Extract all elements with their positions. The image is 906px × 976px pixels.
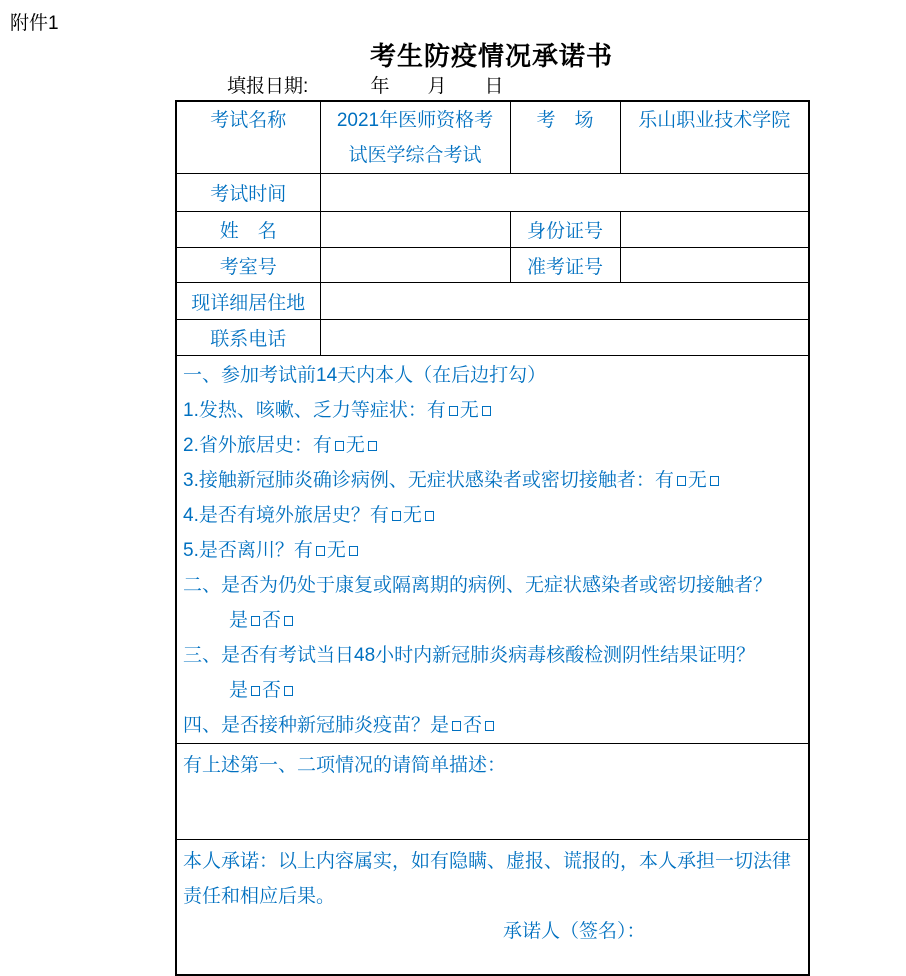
phone-label: 联系电话	[176, 320, 320, 356]
name-label: 姓 名	[176, 212, 320, 248]
checkbox-icon[interactable]	[482, 406, 491, 416]
signature-line[interactable]: 承诺人（签名）：	[503, 921, 646, 942]
commitment-form-table	[175, 100, 810, 976]
declaration-line: 四、是否接种新冠肺炎疫苗？是 否	[183, 708, 802, 743]
declaration-line: 2.省外旅居史：有 无	[183, 428, 802, 463]
checkbox-icon[interactable]	[251, 686, 260, 696]
checkbox-icon[interactable]	[425, 511, 434, 521]
residence-input-cell[interactable]	[320, 283, 809, 320]
declaration-line: 4.是否有境外旅居史？有 无	[183, 498, 802, 533]
checkbox-icon[interactable]	[251, 616, 260, 626]
table-row	[176, 744, 809, 840]
table-row	[176, 101, 809, 174]
health-declaration-cell	[176, 356, 809, 744]
checkbox-icon[interactable]	[710, 476, 719, 486]
phone-input-cell[interactable]	[320, 320, 809, 356]
exam-name-value: 2021年医师资格考试医学综合考试	[320, 101, 510, 174]
declaration-line: 三、是否有考试当日48小时内新冠肺炎病毒核酸检测阴性结果证明？	[183, 645, 756, 666]
fill-date-line: 填报日期: 年 月 日	[227, 76, 504, 97]
id-number-label: 身份证号	[510, 212, 620, 248]
id-number-input-cell[interactable]	[620, 212, 809, 248]
description-label: 有上述第一、二项情况的请简单描述：	[183, 755, 507, 776]
checkbox-icon[interactable]	[349, 546, 358, 556]
checkbox-icon[interactable]	[368, 441, 377, 451]
table-row	[176, 248, 809, 283]
table-row	[176, 212, 809, 248]
table-row	[176, 174, 809, 212]
checkbox-icon[interactable]	[677, 476, 686, 486]
declaration-answer-line: 是 否	[183, 673, 802, 708]
checkbox-icon[interactable]	[335, 441, 344, 451]
declaration-line: 5.是否离川？有 无	[183, 533, 802, 568]
table-row	[176, 840, 809, 976]
checkbox-icon[interactable]	[284, 616, 293, 626]
page-title: 考生防疫情况承诺书	[369, 41, 613, 71]
residence-label: 现详细居住地	[176, 283, 320, 320]
exam-name-label: 考试名称	[176, 101, 320, 174]
promise-cell	[176, 840, 809, 976]
checkbox-icon[interactable]	[449, 406, 458, 416]
declaration-line: 3.接触新冠肺炎确诊病例、无症状感染者或密切接触者：有 无	[183, 463, 802, 498]
table-row	[176, 283, 809, 320]
declaration-answer-line: 是 否	[183, 603, 802, 638]
venue-value: 乐山职业技术学院	[620, 101, 809, 174]
table-row	[176, 320, 809, 356]
checkbox-icon[interactable]	[316, 546, 325, 556]
exam-time-input-cell[interactable]	[320, 174, 809, 212]
exam-room-label: 考室号	[176, 248, 320, 283]
checkbox-icon[interactable]	[284, 686, 293, 696]
attachment-label: 附件1	[10, 13, 59, 34]
checkbox-icon[interactable]	[452, 721, 461, 731]
name-input-cell[interactable]	[320, 212, 510, 248]
exam-room-input-cell[interactable]	[320, 248, 510, 283]
checkbox-icon[interactable]	[485, 721, 494, 731]
description-cell[interactable]	[176, 744, 809, 840]
ticket-number-input-cell[interactable]	[620, 248, 809, 283]
declaration-line: 二、是否为仍处于康复或隔离期的病例、无症状感染者或密切接触者？	[183, 575, 773, 596]
table-row	[176, 356, 809, 744]
promise-text: 本人承诺：以上内容属实，如有隐瞒、虚报、谎报的，本人承担一切法律责任和相应后果。	[183, 851, 792, 907]
exam-time-label: 考试时间	[176, 174, 320, 212]
checkbox-icon[interactable]	[392, 511, 401, 521]
ticket-number-label: 准考证号	[510, 248, 620, 283]
declaration-line: 1.发热、咳嗽、乏力等症状：有 无	[183, 393, 802, 428]
venue-label: 考 场	[510, 101, 620, 174]
declaration-line: 一、参加考试前14天内本人（在后边打勾）	[183, 365, 547, 386]
